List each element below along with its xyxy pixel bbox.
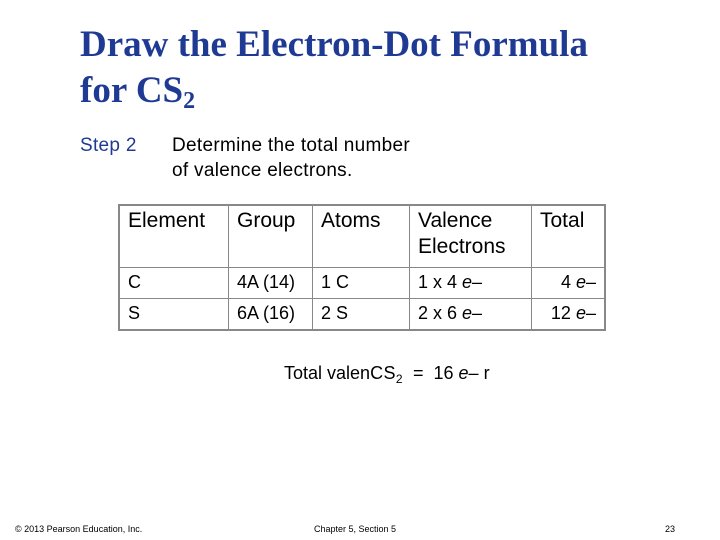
total-equals: = — [412, 363, 424, 383]
valence-value: 2 x 6 — [418, 303, 458, 323]
step-line-1 — [80, 133, 410, 158]
header-atoms: Atoms — [313, 205, 410, 268]
step-number: Step 2 — [80, 135, 137, 156]
title-subscript: 2 — [183, 88, 196, 114]
cell-atoms: 2 S — [313, 299, 410, 331]
title-line-1: Draw the Electron-Dot Formula — [80, 24, 588, 65]
table-header-row — [119, 205, 605, 268]
total-unit: e– — [575, 272, 596, 292]
cell-group: 6A (16) — [229, 299, 313, 331]
footer-chapter: Chapter 5, Section 5 — [314, 524, 397, 534]
total-prefix: Total valen — [284, 363, 371, 383]
step-text-line-1: Determine the total number — [172, 135, 411, 156]
cell-valence — [410, 299, 532, 331]
total-suffix: r — [483, 363, 490, 383]
header-element: Element — [119, 205, 229, 268]
step-instruction — [80, 133, 410, 183]
slide-title — [80, 22, 700, 114]
cell-atoms: 1 C — [313, 268, 410, 299]
cell-valence — [410, 268, 532, 299]
header-valence-electrons — [410, 205, 532, 268]
total-unit: e– — [575, 303, 596, 323]
footer-copyright: © 2013 Pearson Education, Inc. — [15, 524, 143, 534]
step-text-line-2: of valence electrons. — [172, 160, 353, 181]
table-row — [119, 299, 605, 331]
cell-element: C — [119, 268, 229, 299]
cell-total — [532, 299, 606, 331]
valence-table — [118, 204, 606, 331]
cell-element: S — [119, 299, 229, 331]
cell-group: 4A (14) — [229, 268, 313, 299]
title-line-2-text: for CS — [80, 70, 184, 111]
table-row — [119, 268, 605, 299]
total-value: 4 — [560, 272, 571, 292]
header-group: Group — [229, 205, 313, 268]
valence-value: 1 x 4 — [418, 272, 458, 292]
formula-subscript: 2 — [395, 372, 403, 386]
cell-total — [532, 268, 606, 299]
total-value: 16 — [433, 363, 454, 383]
title-line-2 — [80, 68, 700, 114]
total-value: 12 — [550, 303, 571, 323]
formula-text: CS — [370, 363, 396, 383]
valence-unit: e– — [462, 272, 483, 292]
header-total: Total — [532, 205, 606, 268]
total-formula — [370, 363, 403, 386]
header-valence-line-1: Valence — [418, 209, 493, 232]
header-valence-line-2: Electrons — [418, 235, 506, 258]
valence-unit: e– — [462, 303, 483, 323]
total-valence-line — [284, 360, 490, 386]
footer-page-number: 23 — [665, 524, 676, 534]
total-unit: e– — [458, 363, 479, 383]
